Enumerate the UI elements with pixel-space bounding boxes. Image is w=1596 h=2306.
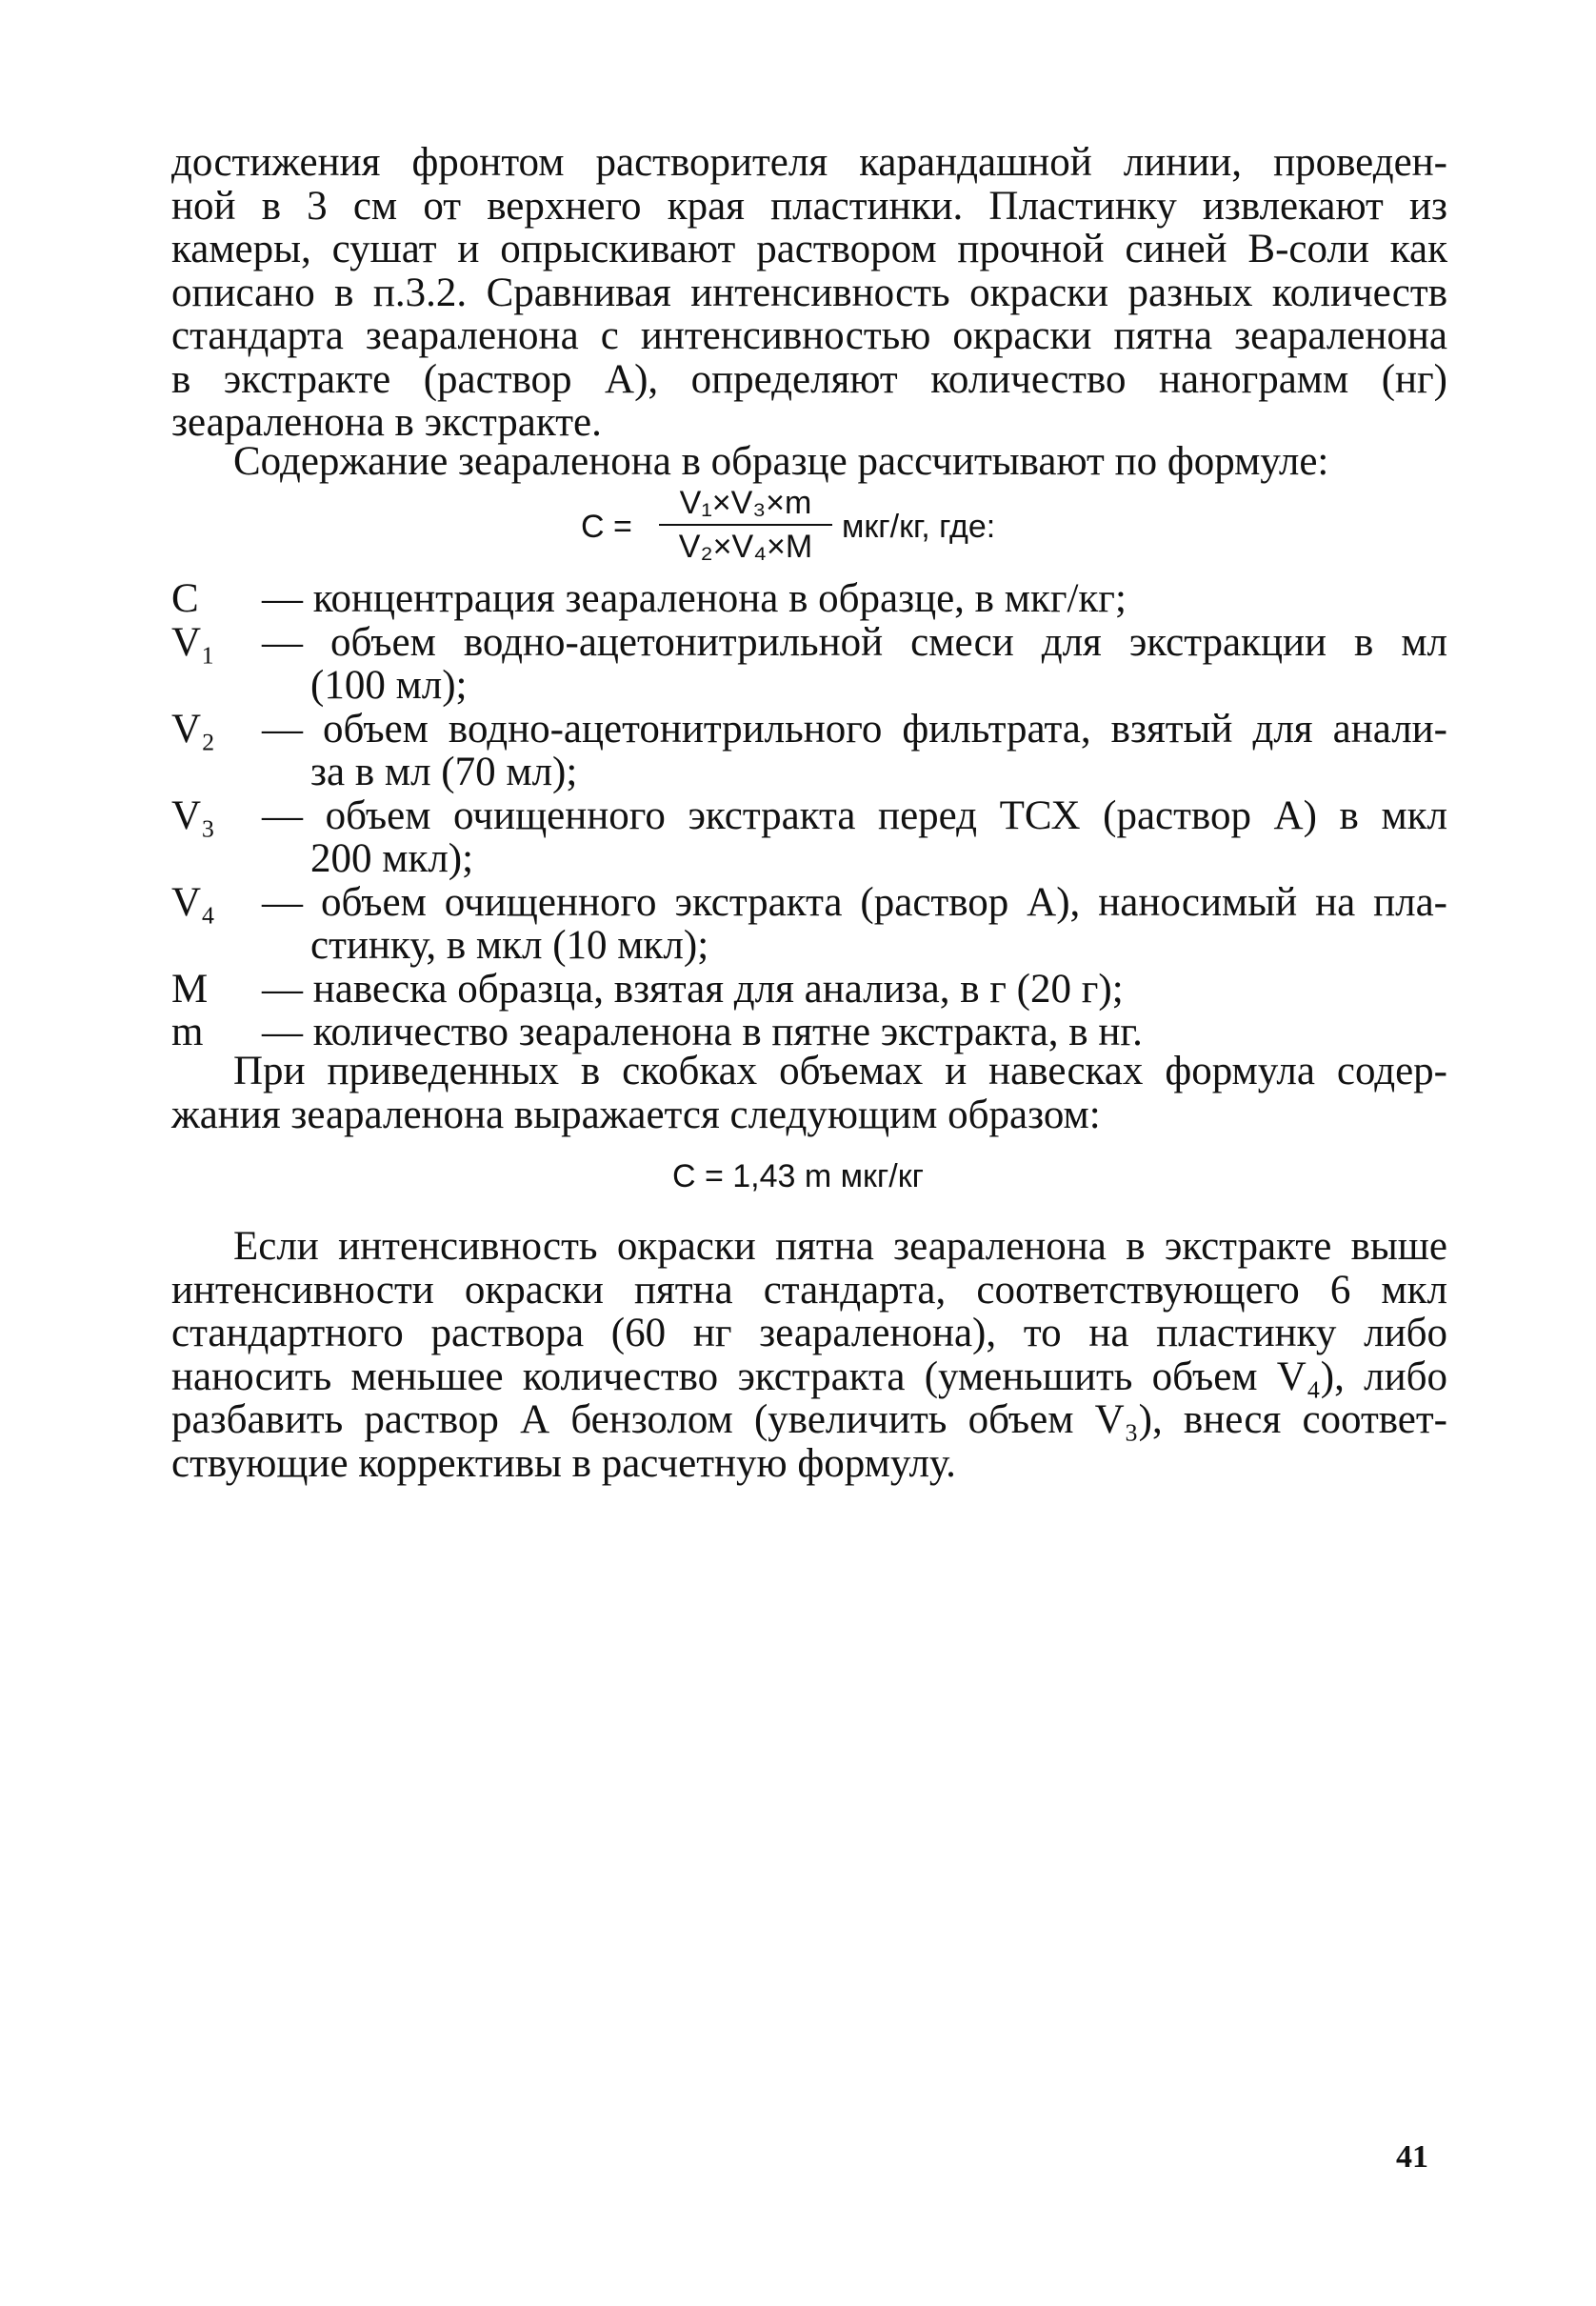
definition-row — [171, 881, 1447, 968]
text-line: в экстракте (раствор А), определяют количество нанограмм (нг) — [171, 356, 1447, 402]
definition-text — [262, 1011, 1447, 1054]
definition-symbol: C — [171, 576, 199, 621]
text-line: — объем водно-ацетонитрильного фильтрата, взятый для анали- — [262, 706, 1447, 752]
definition-row — [171, 708, 1447, 794]
text-line: за в мл (70 мл); — [310, 750, 578, 794]
paragraph-procedure — [171, 141, 1447, 445]
definition-symbol: V₁ — [171, 619, 216, 665]
definition-row — [171, 794, 1447, 881]
definition-row — [171, 577, 1447, 621]
variable-definitions — [171, 577, 1447, 1054]
formula-lhs: C = — [581, 509, 632, 545]
text-line: камеры, сушат и опрыскивают раствором прочной синей В-соли как — [171, 227, 1447, 271]
text-line: стандартного раствора (60 нг зеараленона), то на пластинку либо — [171, 1311, 1447, 1355]
text-line: 200 мкл); — [310, 836, 474, 881]
text-line: — количество зеараленона в пятне экстракта, в нг. — [262, 1010, 1143, 1054]
concentration-formula — [581, 484, 1152, 570]
text-line: жания зеараленона выражается следующим образом: — [171, 1092, 1101, 1137]
paragraph-dilution-note — [171, 1225, 1447, 1485]
definition-text — [262, 708, 1447, 794]
formula-fraction — [659, 484, 832, 566]
definition-symbol: V₂ — [171, 706, 216, 752]
definition-symbol: m — [171, 1010, 204, 1054]
text-line: ствующие коррективы в расчетную формулу. — [171, 1440, 956, 1486]
text-line: стандарта зеараленона с интенсивностью окраски пятна зеараленона — [171, 313, 1447, 358]
text-line: Если интенсивность окраски пятна зеараленона в экстракте выше — [233, 1224, 1447, 1269]
formula-units: мкг/кг, где: — [842, 509, 996, 545]
paragraph-formula-intro — [171, 440, 1447, 484]
definition-text — [262, 794, 1447, 881]
definition-row — [171, 968, 1447, 1012]
definition-symbol: M — [171, 966, 209, 1012]
text-line: — навеска образца, взятая для анализа, в г (20 г); — [262, 966, 1124, 1012]
fraction-bar — [659, 524, 832, 526]
definition-symbol: V₄ — [171, 879, 216, 925]
definition-text — [262, 968, 1447, 1012]
text-line: разбавить раствор А бензолом (увеличить объем V₃), внеся соответ- — [171, 1397, 1447, 1442]
definition-text — [262, 621, 1447, 708]
text-line: описано в п.3.2. Сравнивая интенсивность окраски разных количеств — [171, 270, 1447, 315]
definition-row — [171, 621, 1447, 708]
text-line: — объем водно-ацетонитрильной смеси для экстракции в мл — [262, 619, 1447, 665]
page-number: 41 — [1396, 2139, 1428, 2175]
definition-row — [171, 1011, 1447, 1054]
text-line: интенсивности окраски пятна стандарта, соответствующего 6 мкл — [171, 1267, 1447, 1313]
text-line: наносить меньшее количество экстракта (уменьшить объем V₄), либо — [171, 1354, 1447, 1399]
text-line: — объем очищенного экстракта перед ТСХ (раствор А) в мкл — [262, 792, 1447, 838]
paragraph-formula-simplified — [171, 1050, 1447, 1136]
definition-symbol: V₃ — [171, 792, 216, 838]
text-line: зеараленона в экстракте. — [171, 400, 602, 445]
text-line: Содержание зеараленона в образце рассчитывают по формуле: — [233, 439, 1329, 484]
result-formula: C = 1,43 m мкг/кг — [671, 1158, 925, 1194]
text-line: — объем очищенного экстракта (раствор А), наносимый на пла- — [262, 879, 1447, 925]
text-line: достижения фронтом растворителя карандашной линии, проведен- — [171, 140, 1447, 185]
text-line: ной в 3 см от верхнего края пластинки. Пластинку извлекают из — [171, 183, 1447, 229]
text-line: — концентрация зеараленона в образце, в мкг/кг; — [262, 576, 1127, 621]
definition-text — [262, 881, 1447, 968]
formula-denominator: V₂×V₄×M — [678, 529, 813, 565]
text-line: При приведенных в скобках объемах и навесках формула содер- — [233, 1049, 1447, 1093]
text-line: стинку, в мкл (10 мкл); — [310, 923, 709, 968]
definition-text — [262, 577, 1447, 621]
formula-numerator: V₁×V₃×m — [679, 485, 812, 521]
text-line: (100 мл); — [310, 663, 468, 708]
